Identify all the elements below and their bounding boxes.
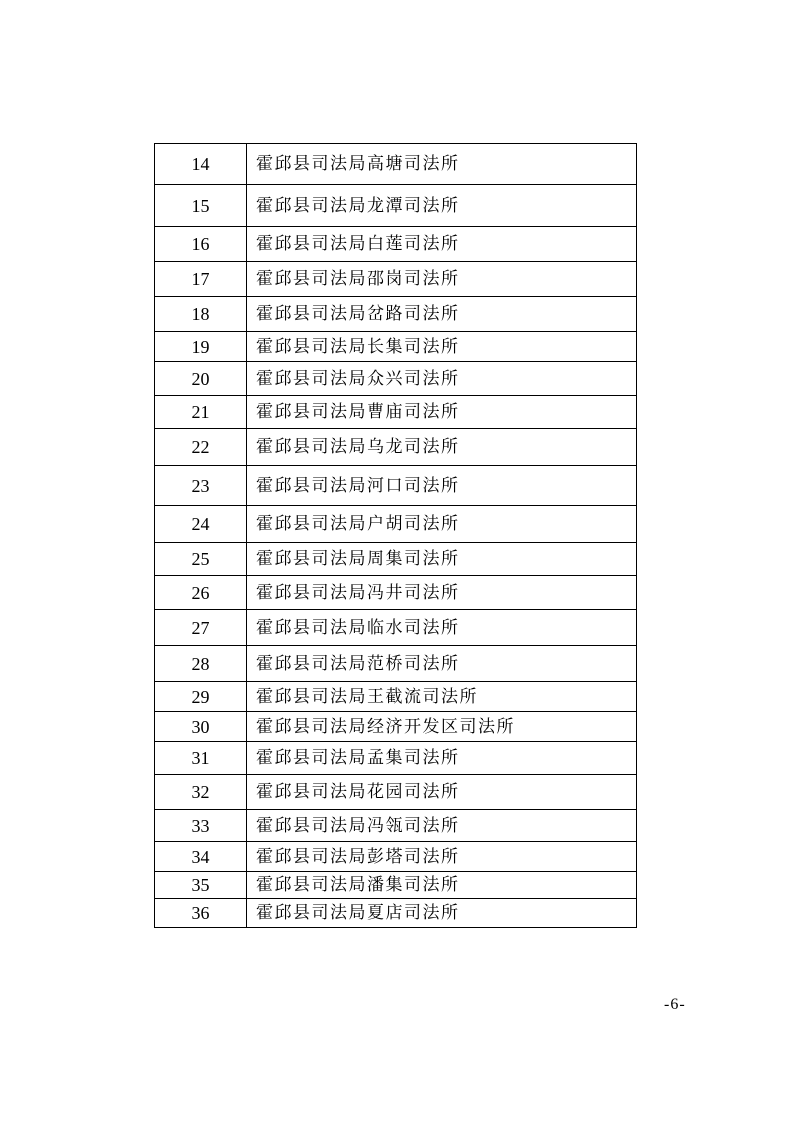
row-number-cell: 33: [155, 810, 247, 842]
row-number-cell: 22: [155, 429, 247, 466]
table-row: [155, 262, 637, 297]
office-name-cell: 霍邱县司法局周集司法所: [247, 543, 637, 576]
office-name-cell: 霍邱县司法局冯瓴司法所: [247, 810, 637, 842]
office-name-cell: 霍邱县司法局白莲司法所: [247, 227, 637, 262]
row-number-cell: 34: [155, 842, 247, 872]
row-number-cell: 15: [155, 185, 247, 227]
row-number-cell: 26: [155, 576, 247, 610]
row-number-cell: 23: [155, 466, 247, 506]
table-row: [155, 144, 637, 185]
table-row: [155, 506, 637, 543]
row-number-cell: 14: [155, 144, 247, 185]
judicial-office-table: [154, 143, 637, 928]
table-row: [155, 899, 637, 928]
table-row: [155, 362, 637, 396]
table-row: [155, 543, 637, 576]
office-name-cell: 霍邱县司法局高塘司法所: [247, 144, 637, 185]
judicial-office-table-container: [154, 143, 637, 928]
office-name-cell: 霍邱县司法局乌龙司法所: [247, 429, 637, 466]
row-number-cell: 27: [155, 610, 247, 646]
office-name-cell: 霍邱县司法局王截流司法所: [247, 682, 637, 712]
office-name-cell: 霍邱县司法局岔路司法所: [247, 297, 637, 332]
office-name-cell: 霍邱县司法局临水司法所: [247, 610, 637, 646]
table-row: [155, 712, 637, 742]
table-row: [155, 396, 637, 429]
office-name-cell: 霍邱县司法局曹庙司法所: [247, 396, 637, 429]
table-row: [155, 646, 637, 682]
row-number-cell: 24: [155, 506, 247, 543]
row-number-cell: 16: [155, 227, 247, 262]
table-row: [155, 332, 637, 362]
office-name-cell: 霍邱县司法局长集司法所: [247, 332, 637, 362]
row-number-cell: 36: [155, 899, 247, 928]
office-name-cell: 霍邱县司法局彭塔司法所: [247, 842, 637, 872]
office-name-cell: 霍邱县司法局花园司法所: [247, 775, 637, 810]
row-number-cell: 19: [155, 332, 247, 362]
row-number-cell: 32: [155, 775, 247, 810]
office-name-cell: 霍邱县司法局龙潭司法所: [247, 185, 637, 227]
table-row: [155, 466, 637, 506]
table-row: [155, 297, 637, 332]
row-number-cell: 35: [155, 872, 247, 899]
table-body: [155, 144, 637, 928]
office-name-cell: 霍邱县司法局众兴司法所: [247, 362, 637, 396]
table-row: [155, 810, 637, 842]
row-number-cell: 25: [155, 543, 247, 576]
office-name-cell: 霍邱县司法局河口司法所: [247, 466, 637, 506]
table-row: [155, 775, 637, 810]
office-name-cell: 霍邱县司法局冯井司法所: [247, 576, 637, 610]
row-number-cell: 17: [155, 262, 247, 297]
office-name-cell: 霍邱县司法局孟集司法所: [247, 742, 637, 775]
office-name-cell: 霍邱县司法局潘集司法所: [247, 872, 637, 899]
row-number-cell: 20: [155, 362, 247, 396]
table-row: [155, 842, 637, 872]
row-number-cell: 18: [155, 297, 247, 332]
table-row: [155, 610, 637, 646]
row-number-cell: 29: [155, 682, 247, 712]
office-name-cell: 霍邱县司法局经济开发区司法所: [247, 712, 637, 742]
table-row: [155, 185, 637, 227]
office-name-cell: 霍邱县司法局范桥司法所: [247, 646, 637, 682]
row-number-cell: 31: [155, 742, 247, 775]
table-row: [155, 576, 637, 610]
table-row: [155, 682, 637, 712]
row-number-cell: 30: [155, 712, 247, 742]
row-number-cell: 21: [155, 396, 247, 429]
table-row: [155, 742, 637, 775]
office-name-cell: 霍邱县司法局邵岗司法所: [247, 262, 637, 297]
table-row: [155, 227, 637, 262]
office-name-cell: 霍邱县司法局户胡司法所: [247, 506, 637, 543]
office-name-cell: 霍邱县司法局夏店司法所: [247, 899, 637, 928]
row-number-cell: 28: [155, 646, 247, 682]
table-row: [155, 429, 637, 466]
page-number: -6-: [664, 996, 686, 1013]
table-row: [155, 872, 637, 899]
